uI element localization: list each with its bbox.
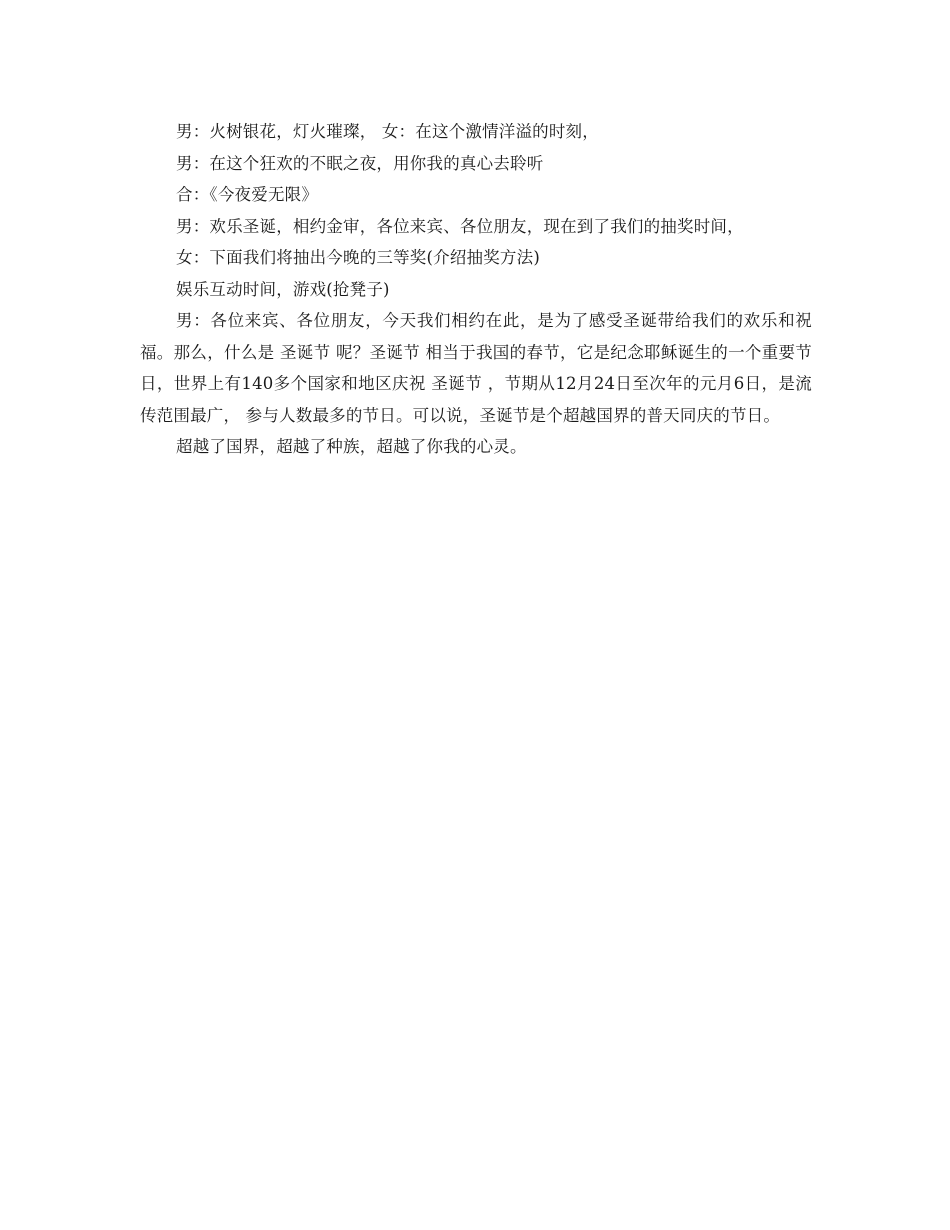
paragraph-3: 合：《今夜爱无限》 bbox=[176, 185, 319, 204]
paragraph-5: 女：下面我们将抽出今晚的三等奖(介绍抽奖方法) bbox=[176, 248, 540, 267]
paragraph-1: 男：火树银花，灯火璀璨， 女：在这个激情洋溢的时刻， bbox=[176, 122, 599, 141]
paragraph-8: 超越了国界，超越了种族，超越了你我的心灵。 bbox=[176, 437, 527, 456]
paragraph-4: 男：欢乐圣诞，相约金审，各位来宾、各位朋友，现在到了我们的抽奖时间， bbox=[176, 216, 744, 236]
paragraph-7: 男：各位来宾、各位朋友，今天我们相约在此，是为了感受圣诞带给我们的欢乐和祝福。那么，什么是 圣诞节 呢？圣诞节 相当于我国的春节，它是纪念耶稣诞生的一个重要节日，世界上有140多个国家和地区庆祝 圣诞节 ，节期从12月24日至次年的元月6日，是流传范围最广， 参与人数最多的节日。可以说，圣诞节是个超越国界的普天同庆的节日。 bbox=[140, 311, 812, 425]
paragraph-6: 娱乐互动时间，游戏(抢凳子) bbox=[176, 279, 390, 299]
document-body bbox=[140, 116, 812, 463]
paragraph-2: 男：在这个狂欢的不眠之夜，用你我的真心去聆听 bbox=[176, 153, 544, 173]
